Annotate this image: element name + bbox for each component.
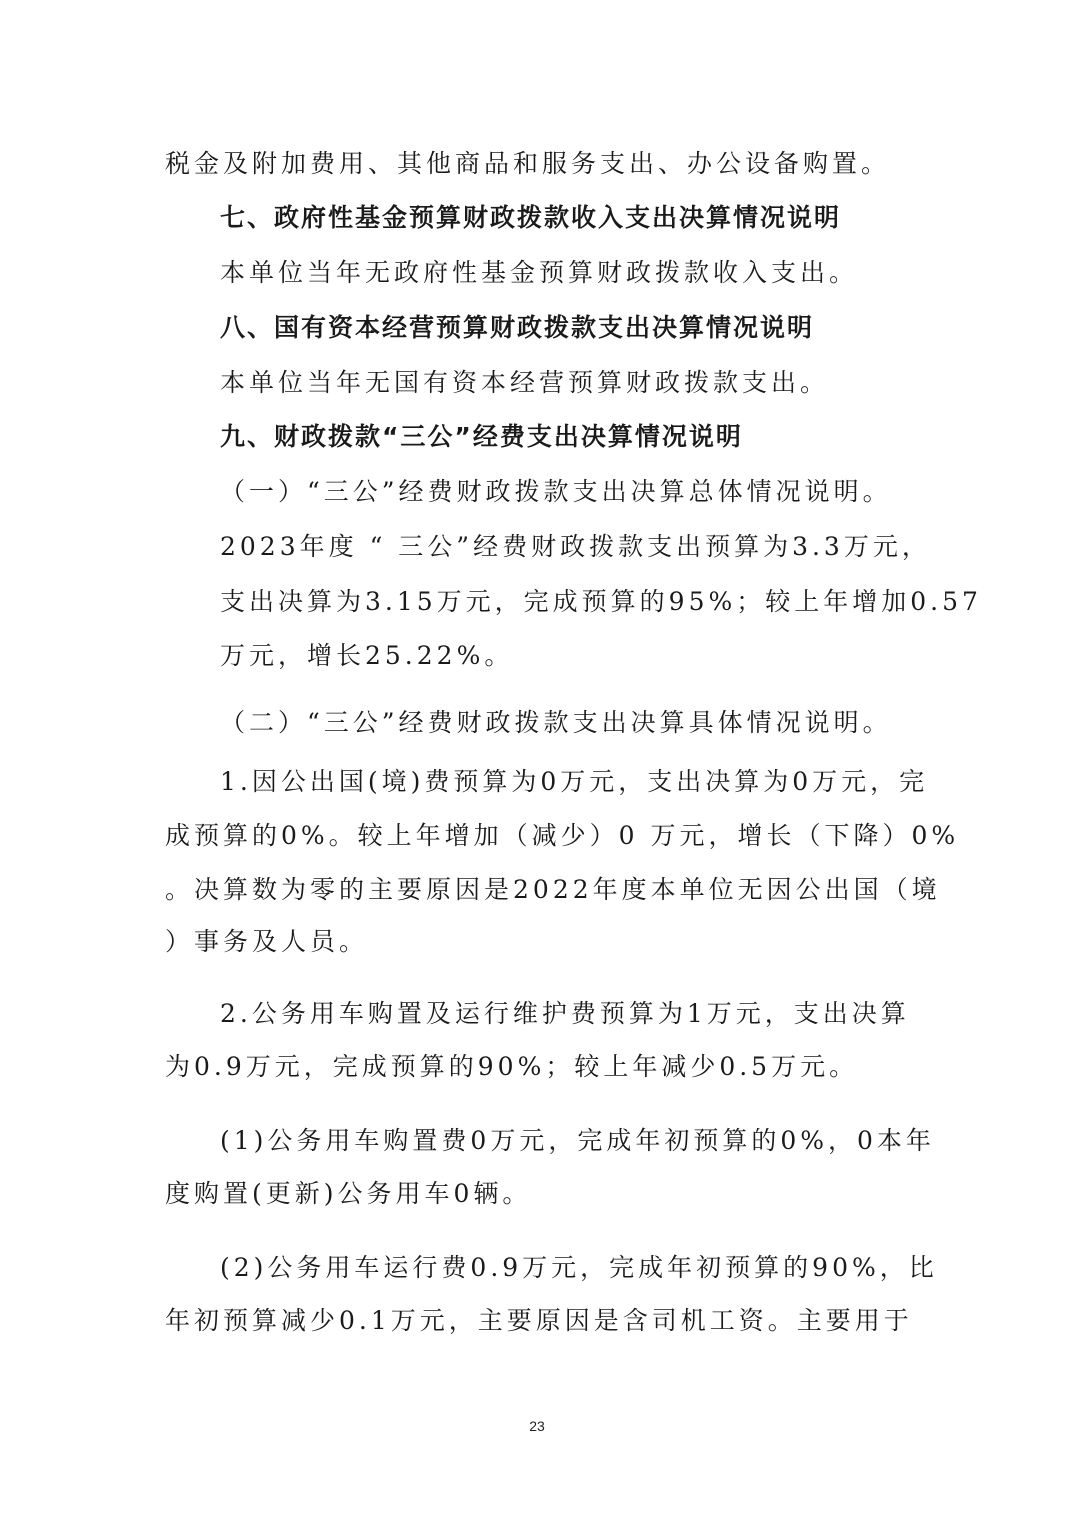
section-heading-9: 九、财政拨款“三公”经费支出决算情况说明 xyxy=(220,422,743,451)
subsection-heading-1: （一）“三公”经费财政拨款支出决算总体情况说明。 xyxy=(220,477,892,506)
section-heading-7: 七、政府性基金预算财政拨款收入支出决算情况说明 xyxy=(220,203,842,232)
paragraph-line: 1.因公出国(境)费预算为0万元，支出决算为0万元，完 xyxy=(220,767,929,796)
subsection-heading-2: （二）“三公”经费财政拨款支出决算具体情况说明。 xyxy=(220,708,892,737)
section-heading-8: 八、国有资本经营预算财政拨款支出决算情况说明 xyxy=(220,313,815,342)
paragraph-line: 本单位当年无政府性基金预算财政拨款收入支出。 xyxy=(220,258,859,287)
paragraph-line: 为0.9万元，完成预算的90%；较上年减少0.5万元。 xyxy=(165,1052,859,1081)
paragraph-line: 成预算的0%。较上年增加（减少）0 万元，增长（下降）0% xyxy=(165,821,960,850)
paragraph-line: 年初预算减少0.1万元，主要原因是含司机工资。主要用于 xyxy=(165,1306,913,1335)
paragraph-line: 支出决算为3.15万元，完成预算的95%；较上年增加0.57 xyxy=(220,587,982,616)
paragraph-line: 2023年度 “ 三公”经费财政拨款支出预算为3.3万元， xyxy=(220,532,931,561)
paragraph-line: ）事务及人员。 xyxy=(165,927,369,956)
paragraph-line: 万元，增长25.22%。 xyxy=(220,641,514,670)
paragraph-line: 。决算数为零的主要原因是2022年度本单位无因公出国（境 xyxy=(165,875,941,904)
page-number: 23 xyxy=(529,1418,545,1434)
paragraph-line: 税金及附加费用、其他商品和服务支出、办公设备购置。 xyxy=(165,149,891,178)
paragraph-line: 度购置(更新)公务用车0辆。 xyxy=(165,1179,532,1208)
paragraph-line: (2)公务用车运行费0.9万元，完成年初预算的90%，比 xyxy=(220,1253,938,1282)
paragraph-line: (1)公务用车购置费0万元，完成年初预算的0%，0本年 xyxy=(220,1126,935,1155)
paragraph-line: 本单位当年无国有资本经营预算财政拨款支出。 xyxy=(220,368,830,397)
paragraph-line: 2.公务用车购置及运行维护费预算为1万元，支出决算 xyxy=(220,999,910,1028)
